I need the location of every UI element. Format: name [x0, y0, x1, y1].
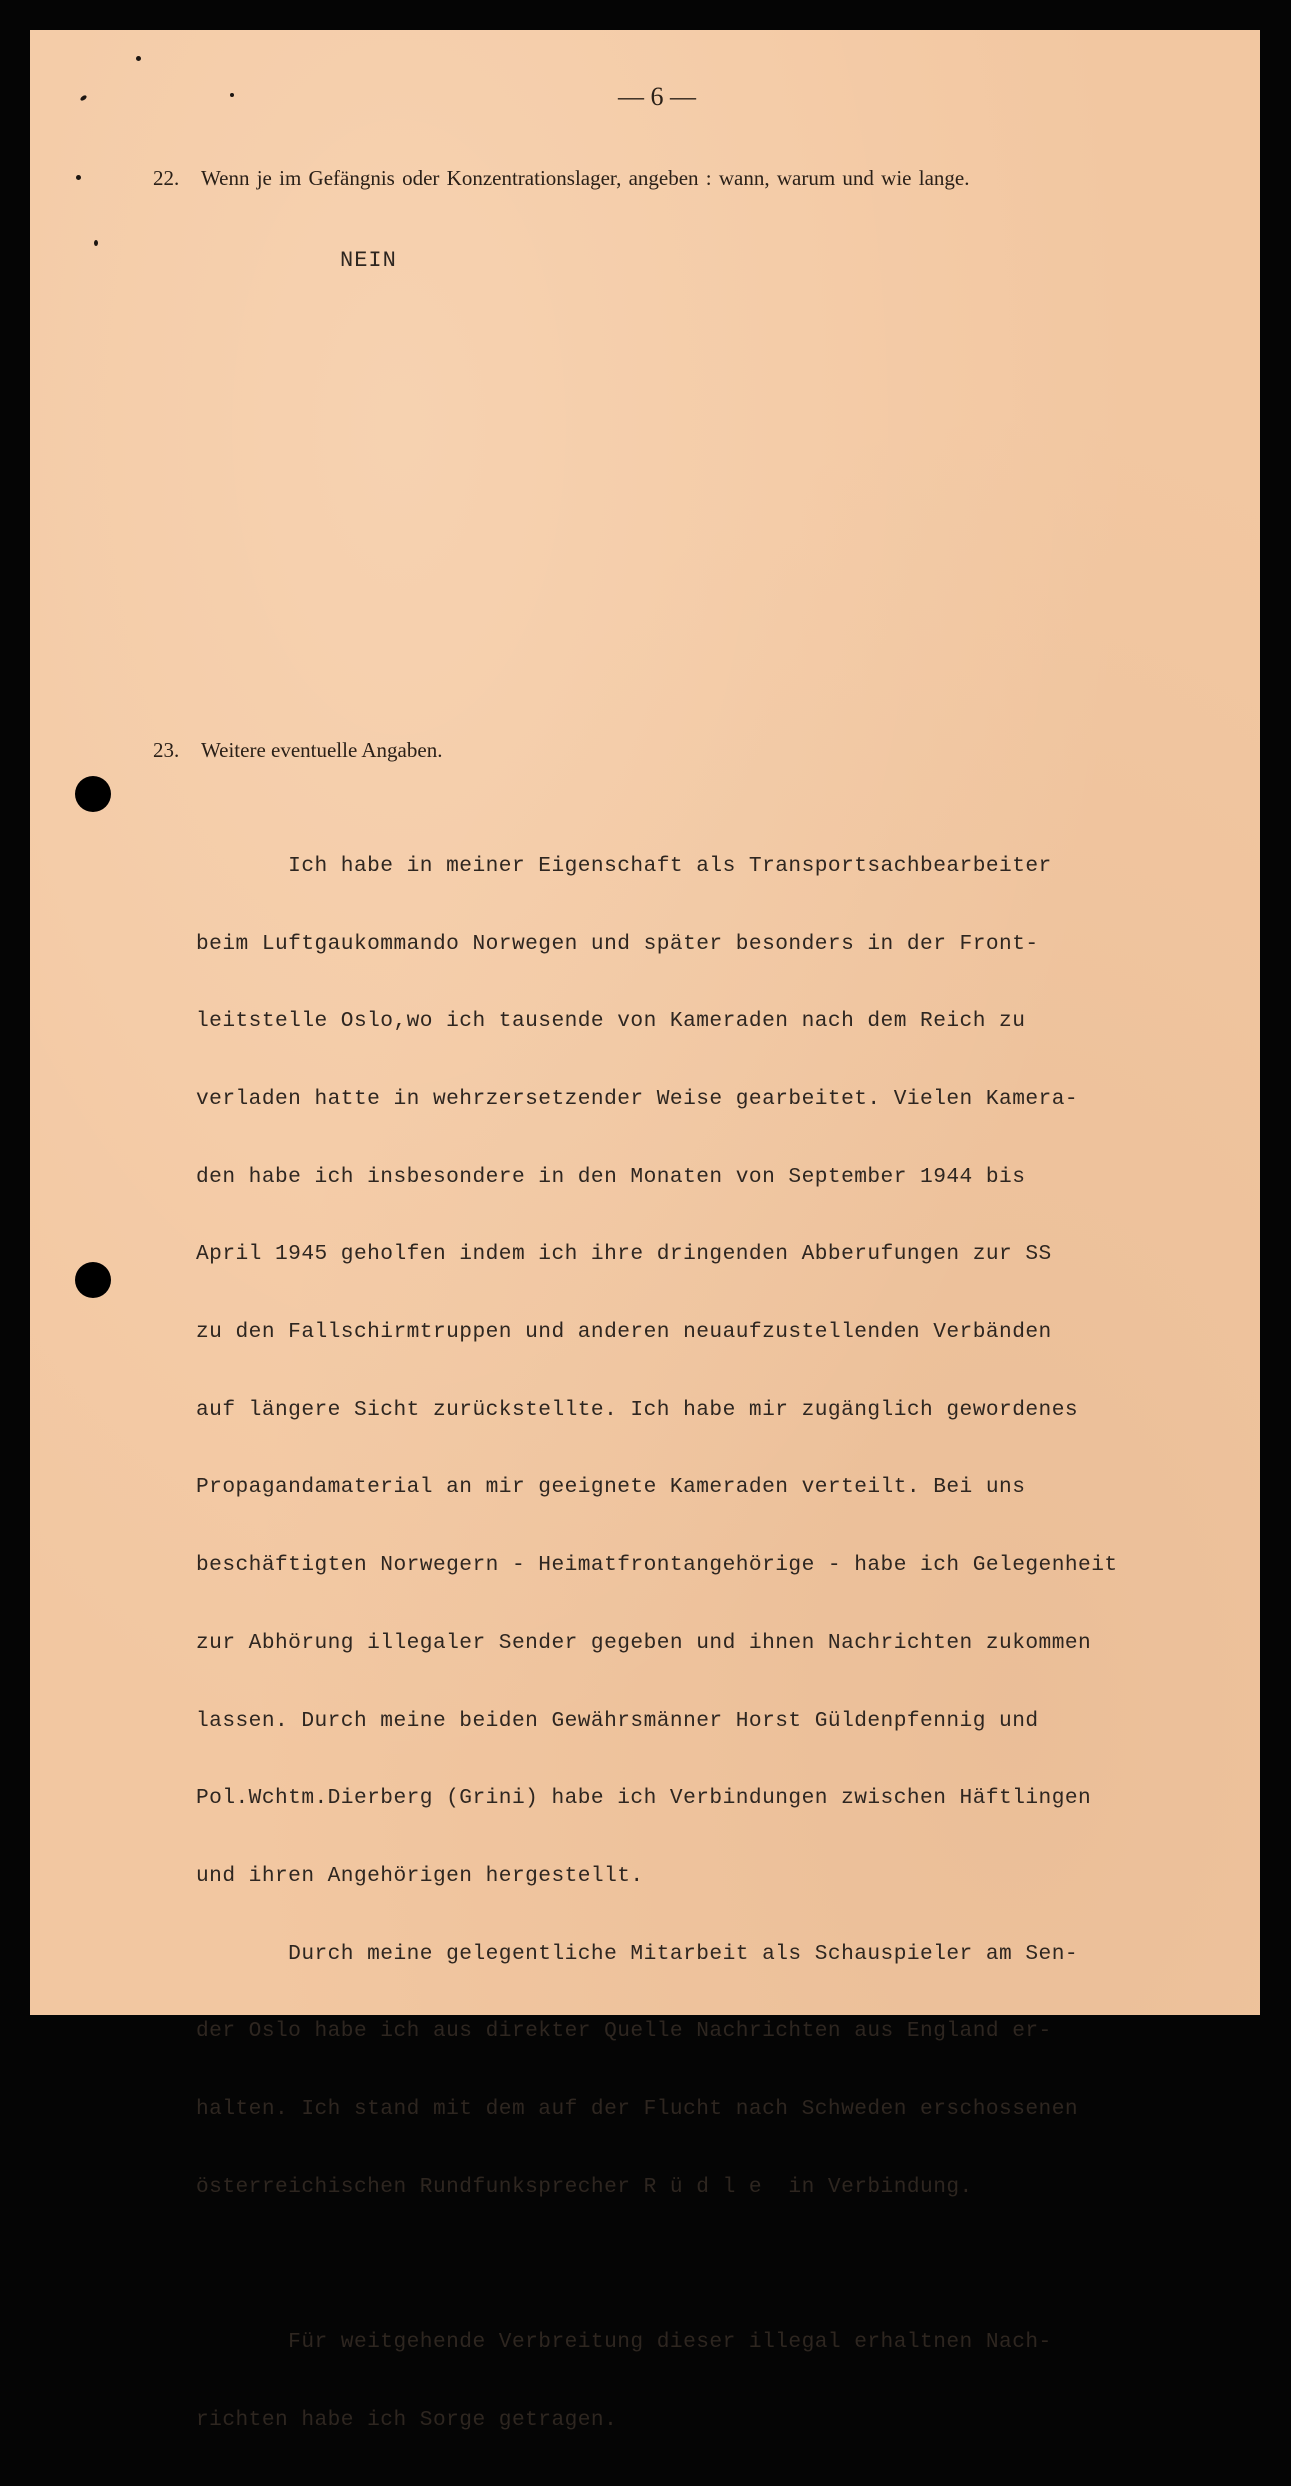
answer-line: den habe ich insbesondere in den Monaten von September 1944 bis	[196, 1164, 1026, 1189]
punch-hole	[75, 1262, 111, 1298]
answer-line	[196, 2252, 1260, 2278]
page-number: — 6 —	[618, 82, 696, 111]
answer-line: Ich habe in meiner Eigenschaft als Transportsachbearbeiter	[196, 853, 1052, 878]
answer-line: österreichischen Rundfunksprecher R ü d l e in Verbindung.	[196, 2174, 973, 2199]
question-23-text: Weitere eventuelle Angaben.	[201, 738, 443, 762]
answer-line: beschäftigten Norwegern - Heimatfrontangehörige - habe ich Gelegenheit	[196, 1553, 1118, 1578]
answer-line: beim Luftgaukommando Norwegen und später besonders in der Front-	[196, 931, 1039, 956]
answer-line: und ihren Angehörigen hergestellt.	[196, 1863, 644, 1888]
question-23-number: 23.	[153, 738, 180, 762]
question-23	[153, 738, 442, 763]
ink-speck	[76, 175, 81, 180]
answer-line: leitstelle Oslo,wo ich tausende von Kameraden nach dem Reich zu	[196, 1009, 1026, 1034]
answer-line: Propagandamaterial an mir geeignete Kameraden verteilt. Bei uns	[196, 1475, 1026, 1500]
ink-speck	[94, 240, 98, 246]
answer-line: halten. Ich stand mit dem auf der Flucht nach Schweden erschossenen	[196, 2097, 1079, 2122]
question-22-number: 22.	[153, 166, 180, 190]
answer-line: lassen. Durch meine beiden Gewährsmänner Horst Güldenpfennig und	[196, 1708, 1039, 1733]
answer-line: April 1945 geholfen indem ich ihre dringenden Abberufungen zur SS	[196, 1242, 1052, 1267]
punch-hole	[75, 776, 111, 812]
question-22-text: Wenn je im Gefängnis oder Konzentrationslager, angeben : wann, warum und wie lange.	[201, 166, 970, 190]
question-22-answer: NEIN	[340, 248, 397, 273]
document-page	[30, 30, 1260, 2432]
answer-line: Pol.Wchtm.Dierberg (Grini) habe ich Verbindungen zwischen Häftlingen	[196, 1786, 1092, 1811]
ink-speck	[230, 93, 234, 97]
question-23-answer	[196, 802, 1260, 2486]
answer-line: der Oslo habe ich aus direkter Quelle Nachrichten aus England er-	[196, 2019, 1052, 2044]
answer-line: zur Abhörung illegaler Sender gegeben und ihnen Nachrichten zukommen	[196, 1630, 1092, 1655]
answer-line: Durch meine gelegentliche Mitarbeit als Schauspieler am Sen-	[196, 1941, 1079, 1966]
question-22	[153, 166, 969, 191]
answer-line: richten habe ich Sorge getragen.	[196, 2407, 618, 2432]
answer-line: Für weitgehende Verbreitung dieser illegal erhaltnen Nach-	[196, 2330, 1052, 2355]
ink-speck	[136, 56, 141, 61]
answer-line: zu den Fallschirmtruppen und anderen neuaufzustellenden Verbänden	[196, 1320, 1052, 1345]
ink-speck	[79, 94, 87, 101]
answer-line: auf längere Sicht zurückstellte. Ich habe mir zugänglich gewordenes	[196, 1397, 1079, 1422]
answer-line: verladen hatte in wehrzersetzender Weise gearbeitet. Vielen Kamera-	[196, 1086, 1079, 1111]
